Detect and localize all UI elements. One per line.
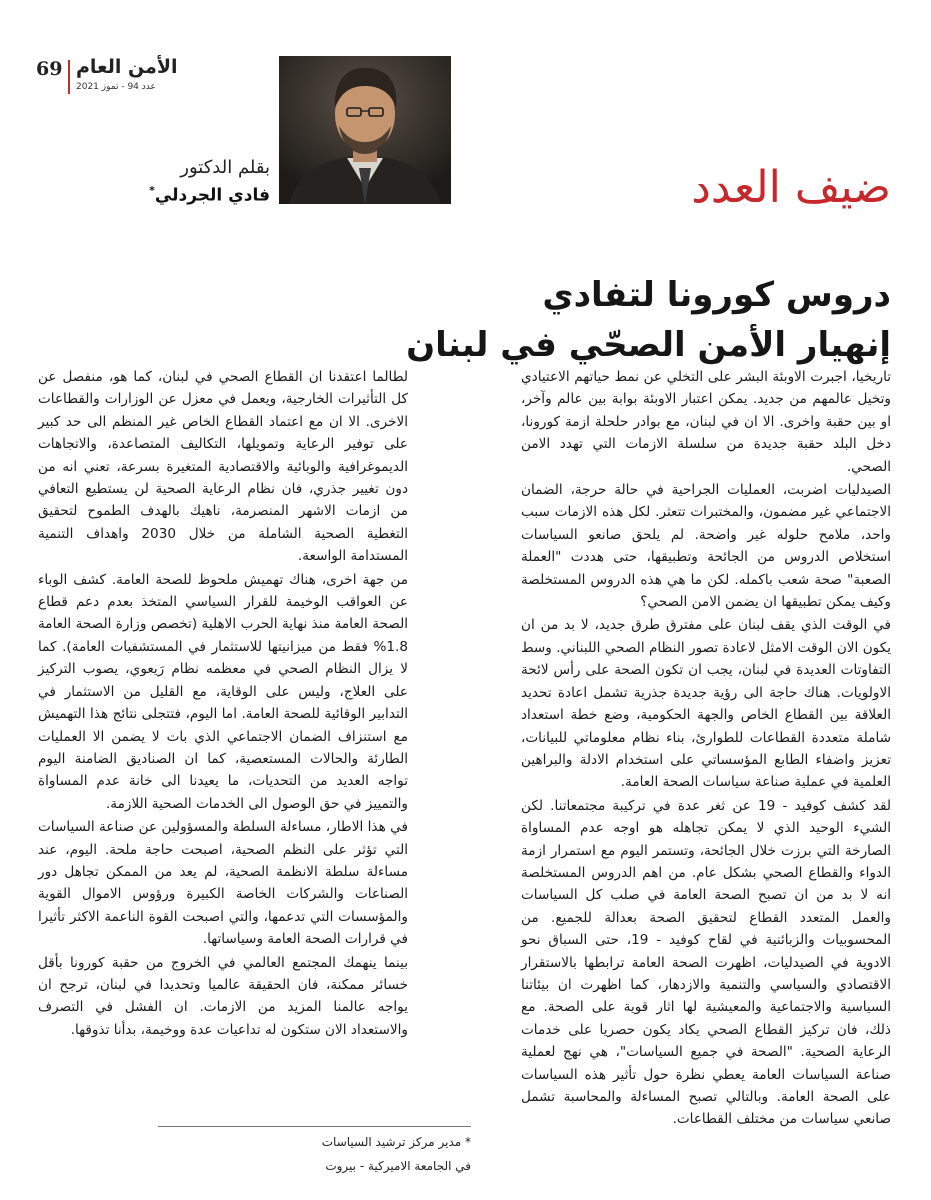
article-column-right [521,366,891,1132]
magazine-name: الأمن العام [76,56,178,78]
issue-line: عدد 94 - تموز 2021 [76,82,156,92]
section-title: ضيف العدد [691,162,891,213]
paragraph: تاريخيا، اجبرت الاوبئة البشر على التخلي عن نمط حياتهم الاعتيادي وتخيل عالمهم من جديد. يمكن اعتبار الاوبئة بوابة بين عالم وآخر، او بين حقبة واخرى. الا ان في لبنان، مع بوادر حلحلة ازمة كورونا، دخل البلد حقبة جديدة من سلسلة الازمات التي تهدد الامن الصحي. [521,369,891,475]
paragraph: بينما ينهمك المجتمع العالمي في الخروج من حقبة كورونا بأقل خسائر ممكنة، فان الحقيقة عالميا وتحديدا في لبنان، ترجح ان يواجه عالمنا المزيد من الازمات. ان الفشل في التصرف والاستعداد الان ستكون له تداعيات عدة ووخيمة، بدأنا تذوقها. [38,954,408,1038]
author-portrait [279,56,451,204]
paragraph: من جهة اخرى، هناك تهميش ملحوظ للصحة العامة. كشف الوباء عن العواقب الوخيمة للقرار السياسي المتخذ بعدم دعم قطاع الصحة العامة منذ نهاية الحرب الاهلية (تخصص وزارة الصحة العامة 1.8% فقط من ميزانيتها للاستثمار في المستشفيات العامة). كما لا يزال النظام الصحي في معظمه نظام رَيعوي، يصوب التركيز على العلاج، وليس على الوقاية، مع القليل من الاستثمار في التدابير الوقائية للصحة العامة. اما اليوم، فتتجلى نتائج هذا التهميش مع استنزاف الضمان الاجتماعي الذي بات لا يضمن الا العمليات الطارئة والحالات المستعصية، كما ان الصناديق الضامنة اليوم تواجه العديد من التحديات، ما يعيدنا الى خانة عدم المساواة والتمييز في حق الوصول الى الخدمات الصحية اللازمة. [38,571,408,812]
author-footnote-mark: * [149,184,155,197]
footnote-line-2: في الجامعة الاميركية - بيروت [325,1159,471,1173]
author-name [80,180,270,207]
byline [80,156,270,207]
masthead [36,56,266,96]
masthead-divider [68,60,70,94]
footnote-rule [158,1126,471,1127]
author-portrait-illustration [279,56,451,204]
byline-prefix: بقلم الدكتور [180,157,270,178]
paragraph: لقد كشف كوفيد - 19 عن ثغر عدة في تركيبة مجتمعاتنا. لكن الشيء الوحيد الذي لا يمكن تجاهله هو اوجه عدم المساواة الصارخة التي برزت خلال الجائحة، وتستمر اليوم مع استمرار ازمة الدواء والقطاع الصحي بشكل عام. من اهم الدروس المستخلصة انه لا بد من ان تصبح الصحة العامة في صلب كل السياسات والعمل المتعدد القطاع لتحقيق الصحة بعدالة للجميع. من المحسوبيات والزبائنية في لقاح كوفيد - 19، حتى السباق نحو الادوية في الصيدليات، اظهرت الصحة العامة ترابطها بالاستقرار الاقتصادي والسياسي والتنمية والازدهار، كما اظهرت ان بيئاتنا السياسية والاجتماعية والمعيشية لها اثار قوية على الصحة. مع ذلك، فان تركيز القطاع الصحي يكاد يكون حصريا على خدمات الرعاية الصحية. "الصحة في جميع السياسات"، هي نهج لعملية صناعة السياسات العامة يعطي نظرة حول تأثير هذه السياسات على الصحة العامة. وبالتالي تصبح المساءلة والمحاسبة تشمل صانعي سياسات من مختلف القطاعات. [521,797,891,1128]
paragraph: لطالما اعتقدنا ان القطاع الصحي في لبنان، كما هو، منفصل عن كل التأثيرات الخارجية، ويعمل في معزل عن الوزارات والقطاعات الاخرى. الا ان مع اعتماد القطاع الخاص غير المنظم الى حد كبير على توفير الرعاية وتمويلها، التكاليف المتصاعدة، والاتجاهات الديموغرافية والوبائية والاقتصادية المتغيرة بسرعة، تعني انه من دون تغيير جذري، فان نظام الرعاية الصحية لن يستطيع التعافي من ازمات الاشهر المنصرمة، ناهيك بالهدف الطموح لتحقيق التغطية الصحية الشاملة من خلال 2030 واهداف التنمية المستدامة الواسعة. [38,369,409,565]
footnote-line-1: * مدير مركز ترشيد السياسات [321,1135,471,1149]
author-footnote [158,1130,471,1178]
paragraph: في الوقت الذي يقف لبنان على مفترق طرق جديد، لا بد من ان يكون الان الوقت الامثل لاعادة تصور النظام الصحي اللبناني. وسط التفاوتات العديدة في لبنان، يجب ان تكون الصحة على رأس لائحة الاولويات. هناك حاجة الى رؤية جديدة جذرية تشمل اعادة تحديد العلاقة بين القطاع الخاص والجهة الحكومية، وضع خطة استعداد شاملة متعددة القطاعات للطوارئ، بناء نظام معلوماتي للبيانات، تعزيز واضفاء الطابع المؤسساتي على استخدام الادلة والبراهين العلمية في عملية صناعة سياسات الصحة العامة. [521,617,891,791]
headline-line-2: إنهيار الأمن الصحّي في لبنان [406,325,891,365]
page-number: 69 [36,58,63,80]
headline-line-1: دروس كورونا لتفادي [542,275,891,315]
article-headline [291,270,891,370]
article-column-left [38,366,408,1042]
author-name-text: فادي الجردلي [154,185,270,206]
paragraph: في هذا الاطار، مساءلة السلطة والمسؤولين عن صناعة السياسات التي تؤثر على النظم الصحية، اصبحت حاجة ملحة. اليوم، عند مساءلة سلطة الانظمة الصحية، لم يعد من الممكن تجاهل دور الصناعات والشركات الخاصة الكبيرة ورؤوس الاموال القوية والمؤسسات التي تدعمها، والتي اصبحت القوة الناعمة الاكثر تأثيرا في قرارات الصحة العامة وسياساتها. [38,819,408,948]
paragraph: الصيدليات اضربت، العمليات الجراحية في حالة حرجة، الضمان الاجتماعي غير مضمون، والمختبرات تتعثر. لكل هذه الازمات سبب واحد، ملامح حلوله غير واضحة. لم يلحق صانعو السياسات استخلاص الدروس من الجائحة وتطبيقها، حتى هددت "العملة الصعبة" صحة شعب باكمله. لكن ما هي هذه الدروس المستخلصة وكيف يمكن تطبيقها ان يضمن الامن الصحي؟ [521,482,891,611]
